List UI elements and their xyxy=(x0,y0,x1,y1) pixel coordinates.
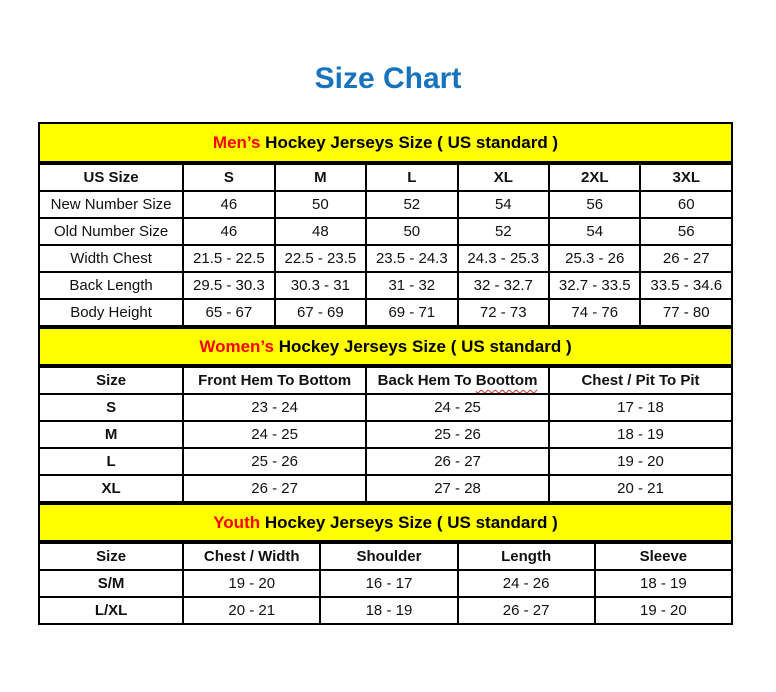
size-value: 56 xyxy=(549,191,640,218)
size-value: 48 xyxy=(275,218,366,245)
table-header-row xyxy=(39,543,732,570)
row-label: Back Length xyxy=(39,272,183,299)
table-header-row xyxy=(39,164,732,191)
size-value: 23.5 - 24.3 xyxy=(366,245,457,272)
row-label: L xyxy=(39,448,183,475)
column-header: 3XL xyxy=(640,164,732,191)
column-header: Front Hem To Bottom xyxy=(183,367,366,394)
youth-title-accent: Youth xyxy=(213,513,261,532)
table-row xyxy=(39,245,732,272)
column-header: Size xyxy=(39,367,183,394)
size-value: 20 - 21 xyxy=(549,475,732,502)
table-row xyxy=(39,191,732,218)
misspelled-word: Boottom xyxy=(475,372,538,389)
womens-title-accent: Women’s xyxy=(199,337,274,356)
youth-table-title xyxy=(38,503,733,542)
column-header: US Size xyxy=(39,164,183,191)
size-value: 26 - 27 xyxy=(366,448,549,475)
column-header: M xyxy=(275,164,366,191)
size-value: 25.3 - 26 xyxy=(549,245,640,272)
size-value: 18 - 19 xyxy=(595,570,732,597)
size-value: 74 - 76 xyxy=(549,299,640,326)
size-value: 20 - 21 xyxy=(183,597,320,624)
column-header xyxy=(366,367,549,394)
size-value: 24 - 25 xyxy=(183,421,366,448)
table-row xyxy=(39,597,732,624)
size-value: 22.5 - 23.5 xyxy=(275,245,366,272)
size-value: 52 xyxy=(366,191,457,218)
mens-table-title xyxy=(38,122,733,163)
row-label: M xyxy=(39,421,183,448)
row-label: XL xyxy=(39,475,183,502)
column-header: Shoulder xyxy=(320,543,457,570)
column-header: Length xyxy=(458,543,595,570)
size-value: 65 - 67 xyxy=(183,299,274,326)
size-value: 18 - 19 xyxy=(320,597,457,624)
mens-size-table xyxy=(38,163,733,327)
page-title: Size Chart xyxy=(314,62,462,95)
youth-title-rest: Hockey Jerseys Size ( US standard ) xyxy=(260,513,558,532)
row-label: S xyxy=(39,394,183,421)
table-row xyxy=(39,475,732,502)
column-header: XL xyxy=(458,164,549,191)
size-value: 24 - 26 xyxy=(458,570,595,597)
row-label: New Number Size xyxy=(39,191,183,218)
size-value: 56 xyxy=(640,218,732,245)
size-value: 19 - 20 xyxy=(549,448,732,475)
size-value: 33.5 - 34.6 xyxy=(640,272,732,299)
table-row xyxy=(39,299,732,326)
size-value: 18 - 19 xyxy=(549,421,732,448)
size-value: 50 xyxy=(366,218,457,245)
size-value: 50 xyxy=(275,191,366,218)
size-value: 46 xyxy=(183,191,274,218)
size-value: 72 - 73 xyxy=(458,299,549,326)
row-label: Old Number Size xyxy=(39,218,183,245)
column-header: Chest / Pit To Pit xyxy=(549,367,732,394)
row-label: Width Chest xyxy=(39,245,183,272)
size-value: 25 - 26 xyxy=(183,448,366,475)
table-row xyxy=(39,394,732,421)
table-row xyxy=(39,448,732,475)
table-header-row xyxy=(39,367,732,394)
table-row xyxy=(39,570,732,597)
row-label: S/M xyxy=(39,570,183,597)
size-value: 67 - 69 xyxy=(275,299,366,326)
column-header: 2XL xyxy=(549,164,640,191)
size-value: 29.5 - 30.3 xyxy=(183,272,274,299)
column-header: L xyxy=(366,164,457,191)
size-value: 26 - 27 xyxy=(458,597,595,624)
column-header: Chest / Width xyxy=(183,543,320,570)
size-value: 32 - 32.7 xyxy=(458,272,549,299)
size-value: 32.7 - 33.5 xyxy=(549,272,640,299)
size-value: 54 xyxy=(458,191,549,218)
size-value: 26 - 27 xyxy=(183,475,366,502)
table-row xyxy=(39,272,732,299)
size-value: 77 - 80 xyxy=(640,299,732,326)
size-value: 24.3 - 25.3 xyxy=(458,245,549,272)
size-value: 26 - 27 xyxy=(640,245,732,272)
mens-title-accent: Men’s xyxy=(212,133,261,152)
row-label: L/XL xyxy=(39,597,183,624)
womens-table-title xyxy=(38,327,733,366)
column-header: S xyxy=(183,164,274,191)
size-value: 52 xyxy=(458,218,549,245)
table-row xyxy=(39,421,732,448)
size-chart-tables xyxy=(38,122,733,625)
column-header: Size xyxy=(39,543,183,570)
table-row xyxy=(39,218,732,245)
size-value: 54 xyxy=(549,218,640,245)
row-label: Body Height xyxy=(39,299,183,326)
size-value: 21.5 - 22.5 xyxy=(183,245,274,272)
size-value: 23 - 24 xyxy=(183,394,366,421)
womens-title-rest: Hockey Jerseys Size ( US standard ) xyxy=(273,337,572,356)
size-value: 46 xyxy=(183,218,274,245)
mens-title-rest: Hockey Jerseys Size ( US standard ) xyxy=(260,133,559,152)
size-value: 17 - 18 xyxy=(549,394,732,421)
size-value: 19 - 20 xyxy=(183,570,320,597)
size-value: 27 - 28 xyxy=(366,475,549,502)
size-value: 31 - 32 xyxy=(366,272,457,299)
size-value: 25 - 26 xyxy=(366,421,549,448)
size-value: 69 - 71 xyxy=(366,299,457,326)
size-value: 60 xyxy=(640,191,732,218)
size-value: 16 - 17 xyxy=(320,570,457,597)
size-value: 19 - 20 xyxy=(595,597,732,624)
size-value: 30.3 - 31 xyxy=(275,272,366,299)
column-header-text: Back Hem To xyxy=(377,372,476,389)
youth-size-table xyxy=(38,542,733,625)
size-value: 24 - 25 xyxy=(366,394,549,421)
womens-size-table xyxy=(38,366,733,503)
column-header: Sleeve xyxy=(595,543,732,570)
